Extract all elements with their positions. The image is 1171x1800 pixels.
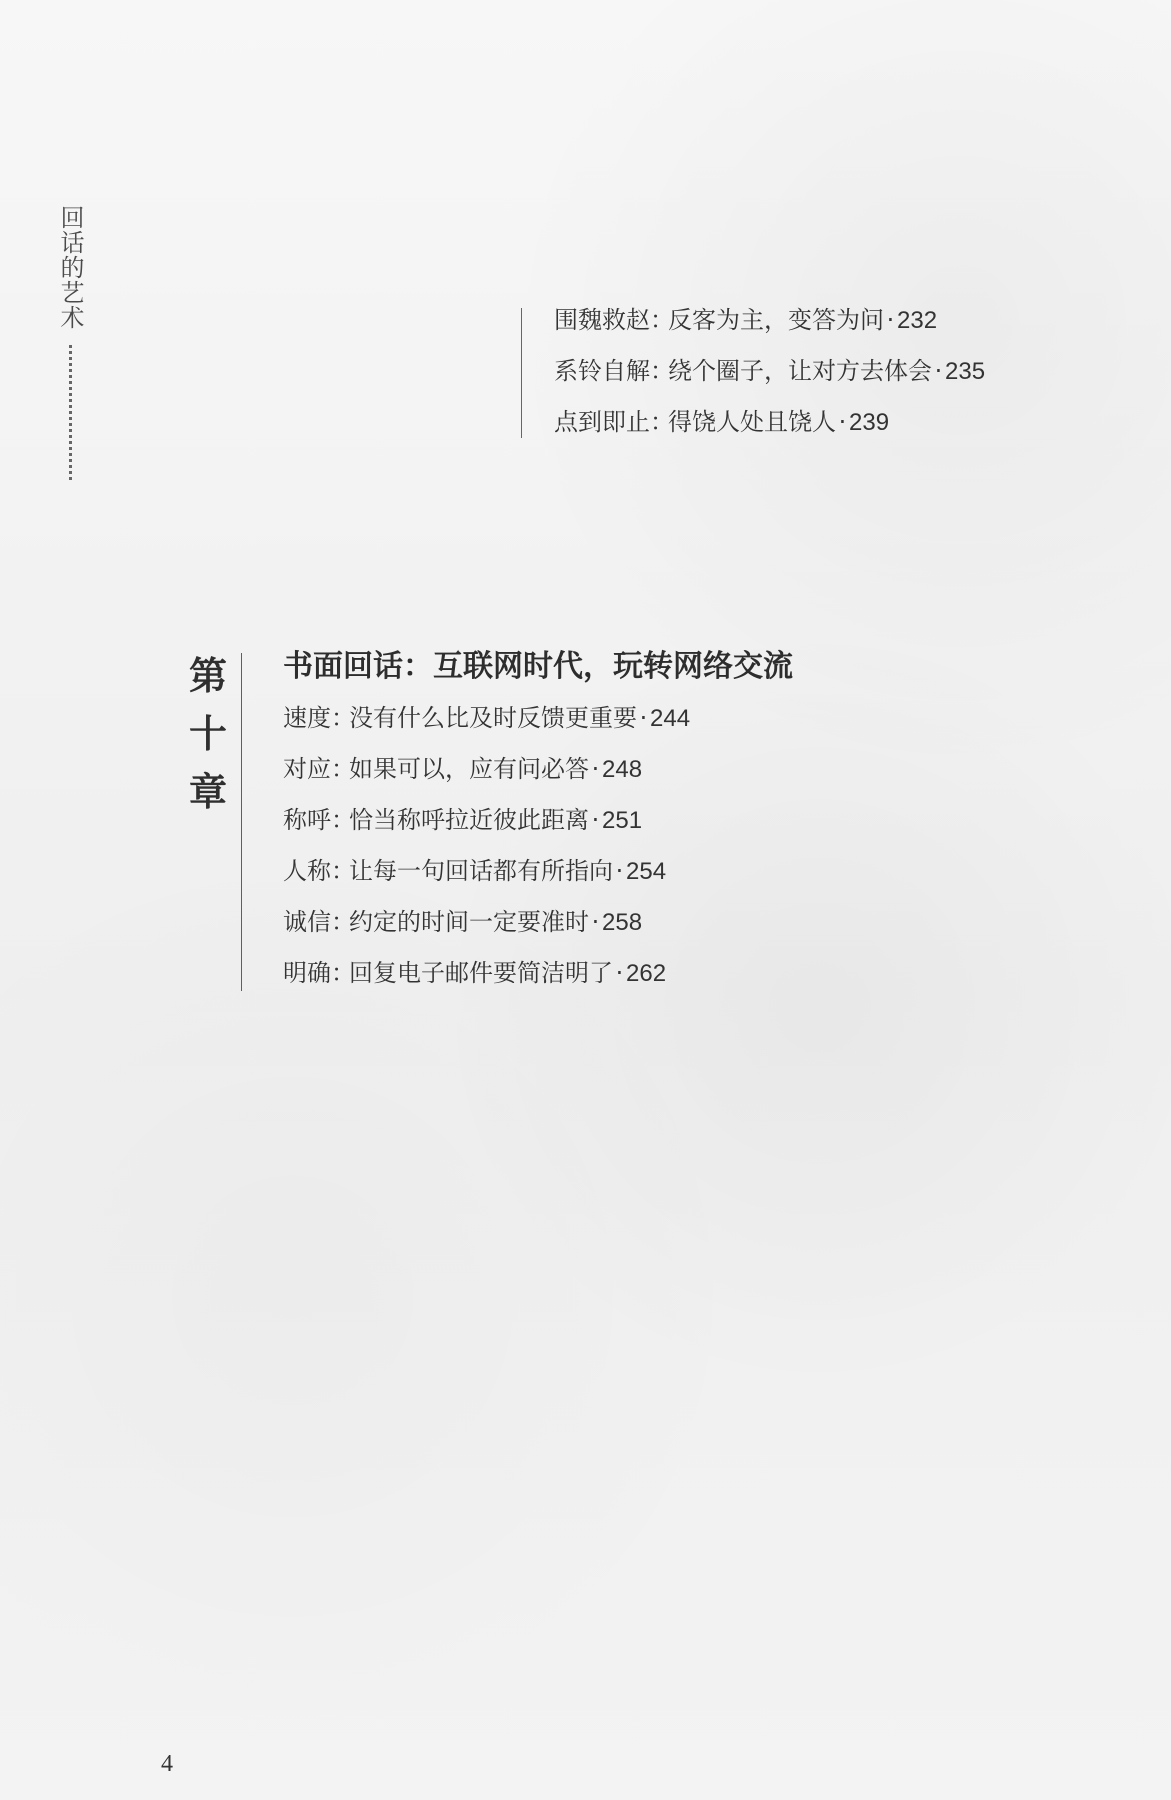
toc-list [554,303,985,456]
chapter-entry-title: 让每一句回话都有所指向 [349,857,613,885]
chapter-entry-title: 回复电子邮件要简洁明了 [349,959,613,987]
chapter-entry-topic: 称呼 [283,806,331,834]
chapter-entry-topic: 诚信 [283,908,331,936]
chapter-entry-colon: ： [331,755,355,783]
toc-topic: 系铃自解 [554,357,650,385]
chapter-entry-topic: 人称 [283,857,331,885]
chapter-entry-colon: ： [331,908,355,936]
toc-item [554,354,985,405]
chapter-mark-char: 十 [188,711,227,756]
toc-colon: ： [650,357,674,385]
chapter-entry-page-number: 262 [626,960,667,987]
chapter-entry-leader-dot: · [591,755,600,783]
running-head [57,205,83,485]
chapter-entry-leader-dot: · [591,806,600,834]
toc-colon: ： [650,306,674,334]
chapter-entry-leader-dot: · [615,959,624,987]
toc-leader-dot: · [934,357,943,385]
chapter-entry [283,752,1023,803]
chapter-entry-leader-dot: · [615,857,624,885]
chapter-title: 书面回话：互联网时代，玩转网络交流 [283,649,793,684]
toc-topic: 点到即止 [554,408,650,436]
page-number: 4 [161,1751,173,1777]
chapter-entry-colon: ： [331,704,355,732]
toc-title: 反客为主，变答为问 [668,306,884,334]
toc-block-rule [521,308,522,438]
chapter-entry-colon: ： [331,857,355,885]
chapter-entry-page-number: 254 [626,858,667,885]
chapter-mark-char: 章 [188,769,227,814]
toc-topic: 围魏救赵 [554,306,650,334]
running-head-title: 回话的艺术 [56,205,84,330]
chapter-entry [283,803,1023,854]
chapter-contents [283,645,1023,1007]
chapter-entry [283,854,1023,905]
toc-item [554,303,985,354]
toc-leader-dot: · [886,306,895,334]
chapter-entry-page-number: 251 [602,807,643,834]
chapter-entry-leader-dot: · [591,908,600,936]
chapter-entry-page-number: 244 [650,705,691,732]
chapter-entry-title: 恰当称呼拉近彼此距离 [349,806,589,834]
chapter-entry-leader-dot: · [639,704,648,732]
chapter-entry-colon: ： [331,806,355,834]
toc-item [554,405,985,456]
toc-page-number: 232 [897,307,938,334]
toc-colon: ： [650,408,674,436]
chapter-entry [283,956,1023,1007]
chapter-entry [283,905,1023,956]
chapter-entry [283,701,1023,752]
chapter-mark [187,648,229,822]
toc-page-number: 239 [849,409,890,436]
chapter-mark-char: 第 [188,653,227,698]
chapter-entry-title: 没有什么比及时反馈更重要 [349,704,637,732]
chapter-entry-title: 约定的时间一定要准时 [349,908,589,936]
chapter-rule [241,653,242,991]
toc-title: 绕个圈子，让对方去体会 [668,357,932,385]
chapter-list [283,701,1023,1007]
chapter-entry-topic: 速度 [283,704,331,732]
toc-page-number: 235 [945,358,986,385]
running-head-dotted-rule [69,345,72,480]
chapter-entry-topic: 明确 [283,959,331,987]
toc-title: 得饶人处且饶人 [668,408,836,436]
chapter-entry-title: 如果可以，应有问必答 [349,755,589,783]
toc-leader-dot: · [838,408,847,436]
chapter-entry-topic: 对应 [283,755,331,783]
chapter-entry-page-number: 258 [602,909,643,936]
chapter-entry-page-number: 248 [602,756,643,783]
chapter-entry-colon: ： [331,959,355,987]
